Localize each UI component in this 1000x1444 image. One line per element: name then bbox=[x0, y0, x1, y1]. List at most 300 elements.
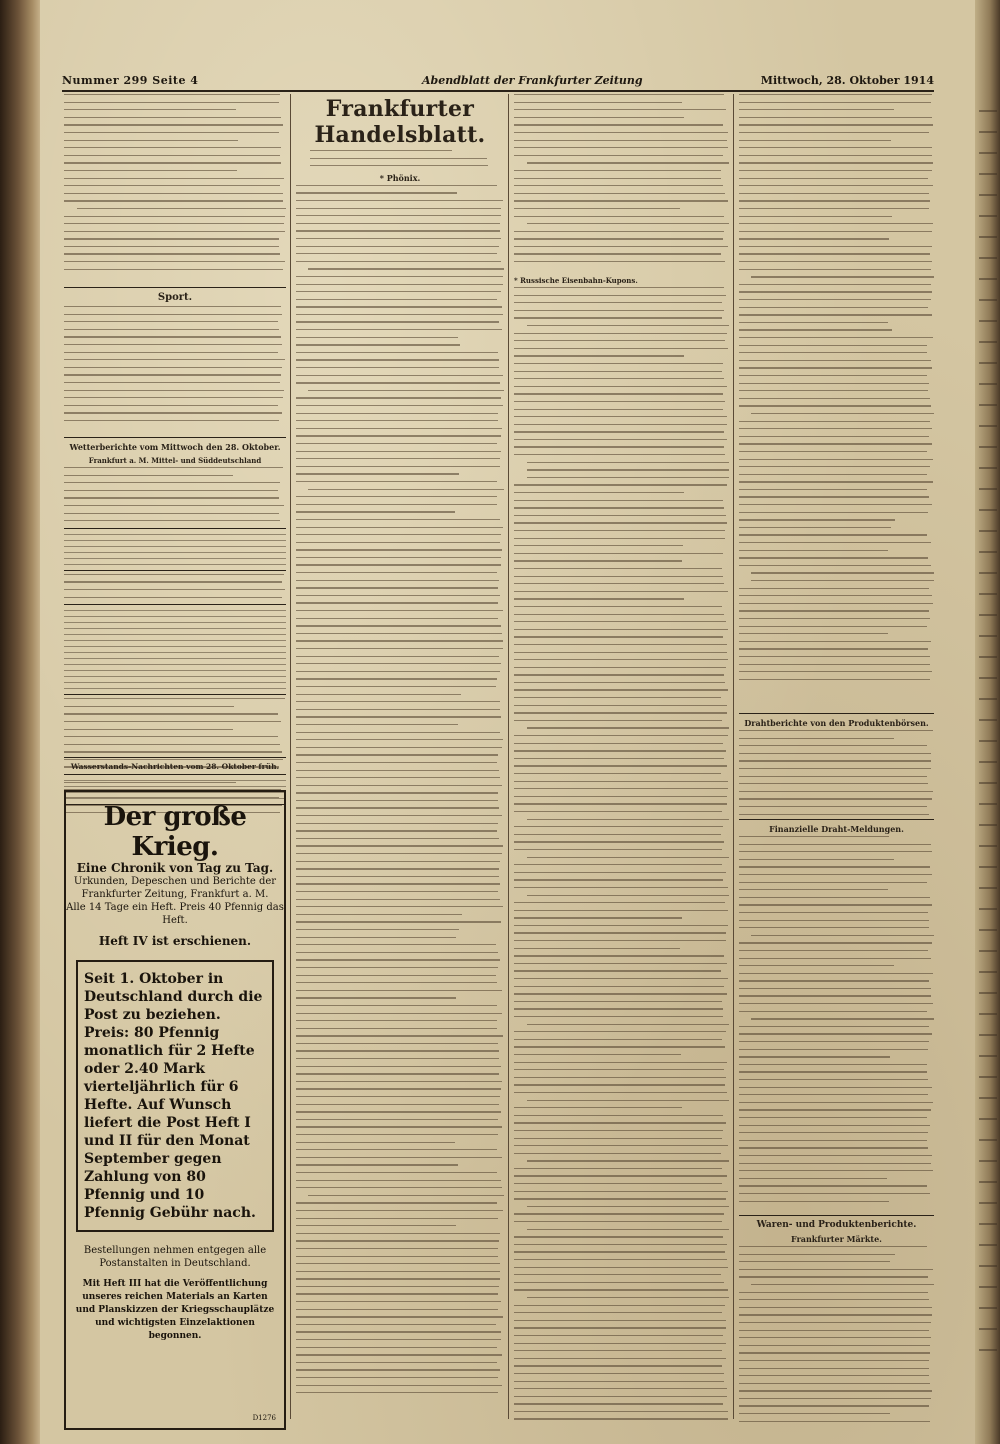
text-line bbox=[514, 492, 684, 493]
text-line bbox=[739, 610, 929, 611]
text-line bbox=[296, 397, 501, 398]
text-line bbox=[296, 921, 501, 922]
text-line bbox=[739, 231, 932, 232]
text-line bbox=[296, 321, 499, 322]
text-line bbox=[527, 469, 729, 470]
text-line bbox=[514, 553, 723, 554]
edge-text-stub bbox=[979, 719, 997, 721]
text-line bbox=[64, 162, 281, 163]
text-line bbox=[739, 352, 927, 353]
text-line bbox=[739, 753, 931, 754]
text-line bbox=[64, 231, 285, 232]
text-line bbox=[64, 520, 280, 521]
text-line bbox=[739, 626, 927, 627]
text-line bbox=[296, 914, 462, 915]
text-line bbox=[739, 474, 927, 475]
text-line bbox=[64, 306, 281, 307]
edge-text-stub bbox=[979, 257, 997, 259]
text-line bbox=[514, 109, 726, 110]
text-line bbox=[514, 1107, 682, 1108]
text-line bbox=[514, 674, 724, 675]
text-line bbox=[514, 1335, 723, 1336]
text-line bbox=[514, 963, 727, 964]
text-line bbox=[296, 937, 456, 938]
text-line bbox=[739, 314, 932, 315]
weather-table bbox=[64, 528, 286, 571]
text-line bbox=[527, 1206, 729, 1207]
text-line bbox=[296, 572, 497, 573]
text-line bbox=[739, 155, 932, 156]
text-line bbox=[296, 853, 502, 854]
text-line bbox=[514, 636, 723, 637]
text-line bbox=[514, 439, 727, 440]
text-line bbox=[296, 253, 497, 254]
text-line bbox=[514, 735, 728, 736]
text-line bbox=[514, 1320, 726, 1321]
text-line bbox=[527, 1160, 729, 1161]
text-line bbox=[739, 428, 932, 429]
text-line bbox=[514, 576, 723, 577]
table-row bbox=[64, 616, 286, 617]
text-line bbox=[739, 1056, 890, 1057]
ad-code: D1276 bbox=[252, 1414, 276, 1422]
text-line bbox=[739, 162, 933, 163]
text-line bbox=[514, 193, 725, 194]
text-line bbox=[514, 1251, 725, 1252]
text-line bbox=[514, 1008, 723, 1009]
text-line bbox=[739, 889, 888, 890]
text-line bbox=[296, 375, 503, 376]
russian-coupons-article bbox=[514, 272, 729, 1422]
text-line bbox=[514, 132, 728, 133]
text-line bbox=[514, 253, 721, 254]
edge-text-stub bbox=[979, 362, 997, 364]
column-2 bbox=[296, 94, 504, 1422]
text-line bbox=[739, 927, 929, 928]
edge-text-stub bbox=[979, 572, 997, 574]
text-line bbox=[296, 284, 503, 285]
text-line bbox=[739, 291, 932, 292]
text-line bbox=[751, 580, 934, 581]
text-line bbox=[296, 1354, 502, 1355]
text-line bbox=[739, 730, 933, 731]
text-line bbox=[739, 1185, 927, 1186]
text-line bbox=[64, 490, 278, 491]
text-line bbox=[514, 614, 724, 615]
text-line bbox=[739, 995, 931, 996]
text-line bbox=[739, 1071, 927, 1072]
text-line bbox=[296, 1104, 499, 1105]
text-line bbox=[514, 826, 723, 827]
text-line bbox=[739, 253, 930, 254]
text-line bbox=[514, 621, 726, 622]
text-line bbox=[527, 162, 729, 163]
text-line bbox=[739, 671, 932, 672]
text-line bbox=[64, 344, 282, 345]
table-row bbox=[64, 564, 286, 565]
text-line bbox=[739, 421, 930, 422]
text-line bbox=[739, 1368, 929, 1369]
text-line bbox=[739, 1375, 929, 1376]
text-line bbox=[514, 1350, 722, 1351]
text-line bbox=[296, 770, 499, 771]
text-line bbox=[296, 990, 502, 991]
text-line bbox=[514, 246, 728, 247]
text-line bbox=[739, 973, 933, 974]
text-line bbox=[739, 170, 932, 171]
text-line bbox=[514, 705, 727, 706]
commerce-heading: Frankfurter Handelsblatt. bbox=[314, 96, 486, 148]
text-line bbox=[296, 451, 501, 452]
text-line bbox=[296, 185, 497, 186]
text-line bbox=[296, 747, 502, 748]
text-line bbox=[296, 815, 502, 816]
column-4-text-top bbox=[739, 94, 934, 686]
text-line bbox=[296, 473, 459, 474]
ad-subscription-text: Seit 1. Oktober in Deutschland durch die Post zu beziehen. Preis: 80 Pfennig monatlich für 2 Hefte oder 2.40 Mark vierteljährlich für 6 Hefte. Auf Wunsch liefert die Post Heft I und II für den Monat September gegen Zahlung von 80 Pfennig und 10 Pfennig Gebühr nach. bbox=[84, 971, 263, 1221]
text-line bbox=[296, 1134, 498, 1135]
text-line bbox=[64, 253, 280, 254]
text-line bbox=[296, 1142, 455, 1143]
text-line bbox=[751, 413, 934, 414]
text-line bbox=[64, 589, 285, 590]
text-line bbox=[64, 321, 278, 322]
text-line bbox=[64, 117, 281, 118]
text-line bbox=[739, 1102, 933, 1103]
text-line bbox=[64, 713, 278, 714]
text-line bbox=[296, 952, 498, 953]
edge-text-stub bbox=[979, 992, 997, 994]
table-row bbox=[64, 534, 286, 535]
text-line bbox=[296, 891, 498, 892]
text-line bbox=[296, 1202, 497, 1203]
text-line bbox=[64, 269, 283, 270]
text-line bbox=[514, 986, 724, 987]
text-line bbox=[751, 935, 934, 936]
text-line bbox=[527, 223, 729, 224]
text-line bbox=[739, 1405, 929, 1406]
edge-text-stub bbox=[979, 215, 997, 217]
text-line bbox=[296, 1331, 501, 1332]
edge-text-stub bbox=[979, 908, 997, 910]
text-line bbox=[296, 564, 501, 565]
text-line bbox=[514, 238, 723, 239]
text-line bbox=[514, 598, 684, 599]
text-line bbox=[514, 1403, 723, 1404]
ad-line-2: Frankfurter Zeitung, Frankfurt a. M. bbox=[81, 889, 269, 900]
text-line bbox=[751, 1018, 934, 1019]
text-line bbox=[514, 1054, 681, 1055]
text-line bbox=[514, 424, 727, 425]
text-line bbox=[739, 806, 927, 807]
text-line bbox=[739, 1064, 927, 1065]
text-line bbox=[514, 484, 727, 485]
table-row bbox=[64, 558, 286, 559]
text-line bbox=[296, 1240, 499, 1241]
text-line bbox=[296, 997, 456, 998]
text-line bbox=[514, 1092, 727, 1093]
text-line bbox=[64, 467, 283, 468]
text-line bbox=[739, 360, 931, 361]
edge-text-stub bbox=[979, 635, 997, 637]
text-line bbox=[296, 580, 499, 581]
text-line bbox=[739, 1132, 928, 1133]
text-line bbox=[310, 158, 487, 159]
text-line bbox=[739, 269, 931, 270]
text-line bbox=[739, 557, 928, 558]
text-line bbox=[296, 405, 503, 406]
text-line bbox=[64, 581, 282, 582]
text-line bbox=[296, 1111, 501, 1112]
text-line bbox=[296, 602, 498, 603]
text-line bbox=[514, 340, 725, 341]
text-line bbox=[296, 1066, 501, 1067]
text-line bbox=[739, 988, 931, 989]
edge-text-stub bbox=[979, 278, 997, 280]
text-line bbox=[739, 178, 928, 179]
text-line bbox=[296, 1339, 501, 1340]
war-chronicle-advertisement bbox=[64, 790, 286, 1430]
text-line bbox=[296, 1050, 499, 1051]
text-line bbox=[514, 712, 727, 713]
edge-text-stub bbox=[979, 1286, 997, 1288]
edge-text-stub bbox=[979, 551, 997, 553]
text-line bbox=[514, 1084, 725, 1085]
text-line bbox=[739, 140, 891, 141]
section-rule bbox=[739, 713, 934, 714]
text-line bbox=[739, 656, 930, 657]
text-line bbox=[296, 208, 501, 209]
text-line bbox=[514, 1122, 726, 1123]
text-line bbox=[514, 1046, 725, 1047]
edge-text-stub bbox=[979, 1181, 997, 1183]
text-line bbox=[514, 1130, 723, 1131]
edge-text-stub bbox=[979, 1013, 997, 1015]
text-line bbox=[64, 412, 282, 413]
edge-text-stub bbox=[979, 1055, 997, 1057]
text-line bbox=[514, 1236, 723, 1237]
newspaper-title: Abendblatt der Frankfurter Zeitung bbox=[422, 74, 643, 87]
text-line bbox=[527, 1297, 729, 1298]
text-line bbox=[296, 1385, 502, 1386]
text-line bbox=[739, 185, 933, 186]
text-line bbox=[514, 811, 722, 812]
text-line bbox=[296, 466, 500, 467]
text-line bbox=[296, 1020, 497, 1021]
text-line bbox=[64, 405, 278, 406]
text-line bbox=[296, 261, 501, 262]
text-line bbox=[739, 436, 929, 437]
text-line bbox=[514, 386, 727, 387]
text-line bbox=[514, 1168, 722, 1169]
text-line bbox=[739, 1178, 887, 1179]
text-line bbox=[514, 170, 721, 171]
text-line bbox=[739, 519, 895, 520]
text-line bbox=[739, 307, 928, 308]
text-line bbox=[514, 1274, 721, 1275]
text-line bbox=[514, 682, 725, 683]
text-line bbox=[296, 1316, 503, 1317]
edge-text-stub bbox=[979, 320, 997, 322]
table-row bbox=[64, 658, 286, 659]
text-line bbox=[514, 849, 722, 850]
text-line bbox=[739, 1155, 932, 1156]
edge-text-stub bbox=[979, 467, 997, 469]
text-line bbox=[296, 701, 500, 702]
text-line bbox=[739, 504, 932, 505]
edge-text-stub bbox=[979, 929, 997, 931]
text-line bbox=[514, 1418, 728, 1419]
text-line bbox=[514, 978, 728, 979]
text-line bbox=[296, 1309, 498, 1310]
text-line bbox=[296, 200, 503, 201]
section-rule bbox=[739, 1215, 934, 1216]
edge-text-stub bbox=[979, 131, 997, 133]
text-line bbox=[296, 899, 500, 900]
text-line bbox=[739, 489, 927, 490]
text-line bbox=[739, 942, 932, 943]
text-line bbox=[296, 352, 498, 353]
frankfurt-markets-heading: Frankfurter Märkte. bbox=[791, 1234, 882, 1244]
text-line bbox=[296, 944, 496, 945]
text-line bbox=[514, 932, 726, 933]
text-line bbox=[296, 435, 501, 436]
text-line bbox=[64, 102, 279, 103]
text-line bbox=[514, 781, 728, 782]
text-line bbox=[514, 796, 727, 797]
text-line bbox=[514, 94, 724, 95]
text-line bbox=[514, 917, 682, 918]
edge-text-stub bbox=[979, 740, 997, 742]
ad-title: Der große Krieg. bbox=[103, 802, 247, 862]
ad-line-3: Alle 14 Tage ein Heft. Preis 40 Pfennig das Heft. bbox=[66, 902, 284, 926]
text-line bbox=[514, 788, 728, 789]
text-line bbox=[296, 967, 498, 968]
text-line bbox=[514, 1282, 724, 1283]
text-line bbox=[514, 348, 728, 349]
text-line bbox=[739, 512, 928, 513]
text-line bbox=[64, 246, 279, 247]
text-line bbox=[514, 530, 725, 531]
text-line bbox=[739, 1003, 933, 1004]
table-row bbox=[64, 622, 286, 623]
text-line bbox=[296, 1081, 502, 1082]
text-line bbox=[514, 1016, 723, 1017]
text-line bbox=[310, 165, 488, 166]
text-line bbox=[739, 1140, 927, 1141]
russian-coupons-heading: * Russische Eisenbahn-Kupons. bbox=[514, 276, 638, 285]
text-line bbox=[739, 565, 931, 566]
text-line bbox=[739, 337, 933, 338]
goods-reports-section bbox=[739, 1212, 934, 1422]
text-line bbox=[514, 902, 725, 903]
text-line bbox=[296, 1362, 497, 1363]
text-line bbox=[514, 1062, 727, 1063]
text-line bbox=[296, 868, 499, 869]
text-line bbox=[514, 1191, 728, 1192]
book-binding bbox=[0, 0, 40, 1444]
text-line bbox=[514, 1267, 728, 1268]
text-line bbox=[64, 698, 285, 699]
water-level-heading: Wasserstands-Nachrichten vom 28. Oktober früh. bbox=[70, 762, 280, 771]
text-line bbox=[739, 1147, 928, 1148]
text-line bbox=[296, 557, 501, 558]
ad-line-1: Urkunden, Depeschen und Berichte der bbox=[73, 876, 277, 887]
text-line bbox=[514, 500, 723, 501]
text-line bbox=[739, 451, 927, 452]
text-line bbox=[739, 375, 927, 376]
text-line bbox=[296, 1256, 498, 1257]
text-line bbox=[739, 1322, 931, 1323]
text-line bbox=[296, 823, 498, 824]
sport-heading: Sport. bbox=[157, 292, 193, 303]
edge-text-stub bbox=[979, 1328, 997, 1330]
text-line bbox=[296, 777, 500, 778]
ad-footer-2: Mit Heft III hat die Veröffentlichung unseres reichen Materials an Karten und Planskizzen der Kriegsschauplätze und wichtigsten Einzelaktionen begonnen. bbox=[75, 1279, 275, 1341]
issue-number: Nummer 299 Seite 4 bbox=[62, 74, 199, 87]
text-line bbox=[296, 1301, 501, 1302]
text-line bbox=[296, 807, 499, 808]
text-line bbox=[296, 329, 502, 330]
sport-section bbox=[64, 284, 286, 428]
text-line bbox=[514, 970, 721, 971]
text-line bbox=[296, 618, 498, 619]
text-line bbox=[296, 716, 501, 717]
text-line bbox=[514, 948, 680, 949]
ad-line-4: Heft IV ist erschienen. bbox=[98, 934, 252, 948]
text-line bbox=[739, 329, 892, 330]
text-line bbox=[64, 147, 281, 148]
edge-text-stub bbox=[979, 614, 997, 616]
text-line bbox=[296, 1043, 498, 1044]
text-line bbox=[739, 390, 928, 391]
text-line bbox=[514, 560, 682, 561]
text-line bbox=[514, 993, 727, 994]
text-line bbox=[514, 295, 726, 296]
text-line bbox=[739, 1026, 929, 1027]
text-line bbox=[514, 371, 722, 372]
text-line bbox=[514, 231, 724, 232]
text-line bbox=[514, 363, 723, 364]
text-line bbox=[64, 193, 283, 194]
text-line bbox=[739, 1246, 927, 1247]
text-line bbox=[296, 648, 503, 649]
text-line bbox=[296, 1218, 498, 1219]
text-line bbox=[296, 845, 503, 846]
text-line bbox=[514, 773, 721, 774]
page-header bbox=[62, 72, 934, 90]
text-line bbox=[739, 223, 933, 224]
text-line bbox=[64, 124, 283, 125]
text-line bbox=[514, 287, 724, 288]
edge-text-stub bbox=[979, 488, 997, 490]
text-line bbox=[296, 906, 503, 907]
text-line bbox=[296, 929, 459, 930]
text-line bbox=[296, 663, 501, 664]
table-row bbox=[64, 628, 286, 629]
text-line bbox=[739, 1261, 890, 1262]
text-line bbox=[64, 744, 280, 745]
text-line bbox=[527, 325, 729, 326]
text-line bbox=[296, 367, 499, 368]
text-line bbox=[514, 583, 724, 584]
text-line bbox=[308, 390, 504, 391]
text-line bbox=[514, 1388, 727, 1389]
text-line bbox=[514, 140, 727, 141]
text-line bbox=[296, 656, 499, 657]
text-line bbox=[514, 409, 723, 410]
table-row bbox=[64, 646, 286, 647]
